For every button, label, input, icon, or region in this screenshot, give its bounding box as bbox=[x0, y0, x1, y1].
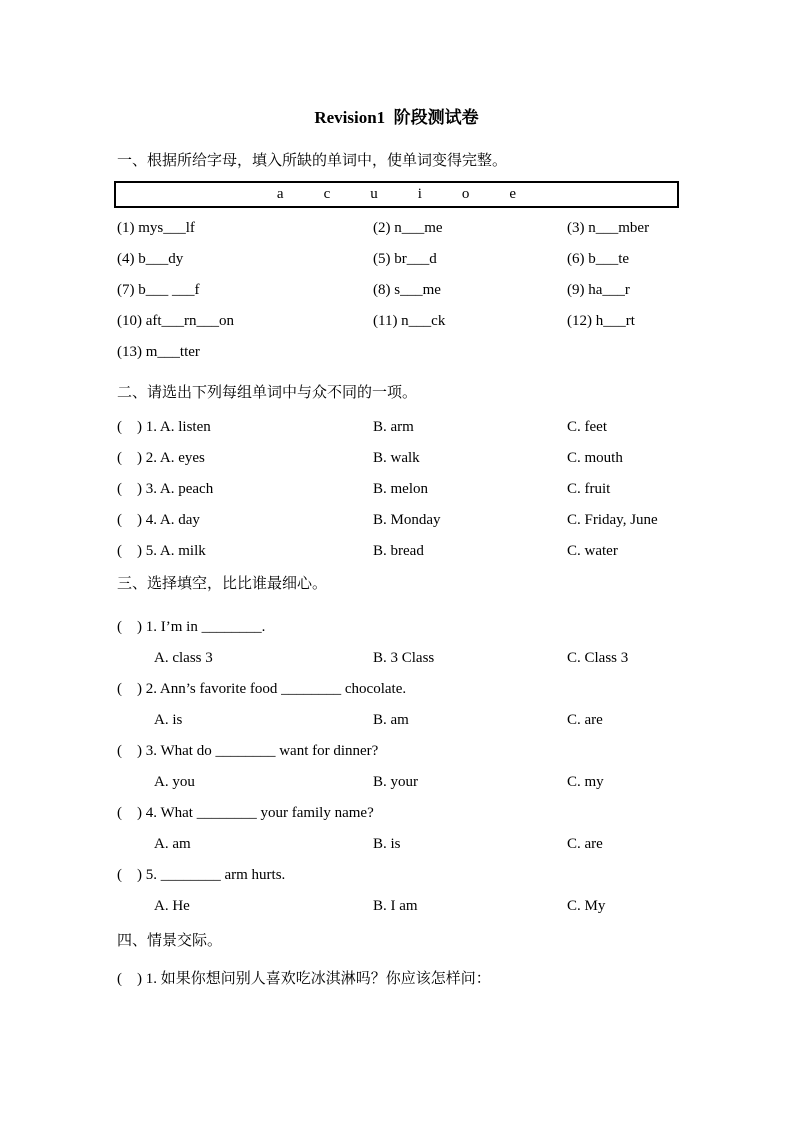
q3-3-option-c: C. my bbox=[567, 774, 604, 790]
q3-4-stem: ( ) 4. What ________ your family name? bbox=[117, 805, 374, 821]
letter-box bbox=[114, 181, 679, 208]
word-item-13: (13) m___tter bbox=[117, 344, 200, 360]
q2-3-option-c: C. fruit bbox=[567, 481, 611, 497]
q2-3-option-b: B. melon bbox=[373, 481, 428, 497]
section-3-heading: 三、选择填空，比比谁最细心。 bbox=[117, 576, 328, 592]
q2-2-option-a: ( ) 2. A. eyes bbox=[117, 450, 205, 466]
q3-3-option-b: B. your bbox=[373, 774, 418, 790]
word-item-8: (8) s___me bbox=[373, 282, 441, 298]
word-item-4: (4) b___dy bbox=[117, 251, 184, 267]
page-title: Revision1 阶段测试卷 bbox=[314, 108, 479, 127]
q2-5-option-c: C. water bbox=[567, 543, 618, 559]
q2-5-option-b: B. bread bbox=[373, 543, 424, 559]
q3-2-option-b: B. am bbox=[373, 712, 409, 728]
word-item-6: (6) b___te bbox=[567, 251, 630, 267]
word-item-9: (9) ha___r bbox=[567, 282, 630, 298]
q2-1-option-c: C. feet bbox=[567, 419, 607, 435]
section-2-question-list bbox=[117, 412, 680, 567]
section-1-word-list bbox=[117, 213, 680, 368]
word-item-5: (5) br___d bbox=[373, 251, 437, 267]
section-3-question-list bbox=[117, 612, 680, 922]
q3-5-option-a: A. He bbox=[154, 898, 190, 914]
q3-2-option-c: C. are bbox=[567, 712, 603, 728]
q3-1-stem: ( ) 1. I’m in ________. bbox=[117, 619, 266, 635]
letter-o: o bbox=[461, 186, 470, 202]
letter-u: u bbox=[370, 186, 378, 202]
q3-5-stem: ( ) 5. ________ arm hurts. bbox=[117, 867, 286, 883]
q3-1-option-c: C. Class 3 bbox=[567, 650, 629, 666]
letter-e: e bbox=[509, 186, 517, 202]
q3-5-option-b: B. I am bbox=[373, 898, 418, 914]
word-item-7: (7) b___ ___f bbox=[117, 282, 200, 298]
word-item-2: (2) n___me bbox=[373, 220, 443, 236]
q3-4-option-b: B. is bbox=[373, 836, 401, 852]
q2-2-option-c: C. mouth bbox=[567, 450, 623, 466]
q3-3-option-a: A. you bbox=[154, 774, 195, 790]
letter-c: c bbox=[323, 186, 331, 202]
q3-2-stem: ( ) 2. Ann’s favorite food ________ chocolate. bbox=[117, 681, 407, 697]
q3-5-option-c: C. My bbox=[567, 898, 606, 914]
q3-3-stem: ( ) 3. What do ________ want for dinner? bbox=[117, 743, 379, 759]
q2-4-option-b: B. Monday bbox=[373, 512, 441, 528]
q3-1-option-b: B. 3 Class bbox=[373, 650, 435, 666]
section-4-heading: 四、情景交际。 bbox=[117, 933, 223, 949]
section-1-heading: 一、根据所给字母，填入所缺的单词中，使单词变得完整。 bbox=[117, 153, 508, 169]
q3-4-option-a: A. am bbox=[154, 836, 191, 852]
word-item-12: (12) h___rt bbox=[567, 313, 635, 329]
word-item-3: (3) n___mber bbox=[567, 220, 650, 236]
q2-1-option-b: B. arm bbox=[373, 419, 414, 435]
section-2-heading: 二、请选出下列每组单词中与众不同的一项。 bbox=[117, 385, 418, 401]
q3-1-option-a: A. class 3 bbox=[154, 650, 213, 666]
q2-1-option-a: ( ) 1. A. listen bbox=[117, 419, 211, 435]
q2-3-option-a: ( ) 3. A. peach bbox=[117, 481, 214, 497]
q2-4-option-c: C. Friday, June bbox=[567, 512, 658, 528]
q3-4-option-c: C. are bbox=[567, 836, 603, 852]
q3-2-option-a: A. is bbox=[154, 712, 183, 728]
q4-1-stem: ( ) 1. 如果你想问别人喜欢吃冰淇淋吗？你应该怎样问： bbox=[117, 971, 491, 987]
letter-a: a bbox=[276, 186, 284, 202]
q2-4-option-a: ( ) 4. A. day bbox=[117, 512, 200, 528]
word-item-11: (11) n___ck bbox=[373, 313, 446, 329]
q2-2-option-b: B. walk bbox=[373, 450, 420, 466]
letter-i: i bbox=[417, 186, 422, 202]
word-item-10: (10) aft___rn___on bbox=[117, 313, 235, 329]
q2-5-option-a: ( ) 5. A. milk bbox=[117, 543, 206, 559]
word-item-1: (1) mys___lf bbox=[117, 220, 195, 236]
